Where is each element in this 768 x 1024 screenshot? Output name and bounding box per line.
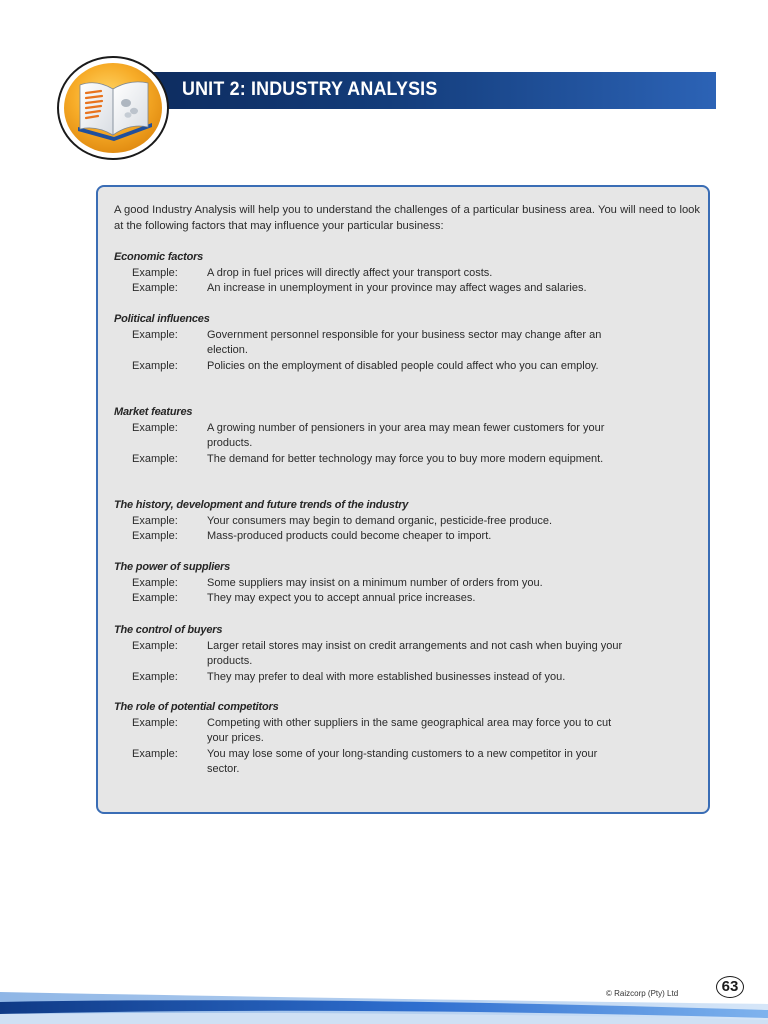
example-row bbox=[114, 591, 704, 607]
section-economic-factors bbox=[114, 250, 704, 297]
example-label: Example: bbox=[132, 747, 178, 760]
example-text: A drop in fuel prices will directly affect your transport costs. bbox=[207, 266, 493, 279]
example-label: Example: bbox=[132, 514, 178, 527]
example-row bbox=[114, 421, 704, 452]
example-label: Example: bbox=[132, 359, 178, 372]
example-text: Government personnel responsible for your business sector may change after an election. bbox=[207, 328, 602, 356]
example-text: Policies on the employment of disabled people could affect who you can employ. bbox=[207, 359, 599, 372]
example-row bbox=[114, 359, 704, 375]
section-political-influences bbox=[114, 312, 704, 374]
example-text: The demand for better technology may force you to buy more modern equipment. bbox=[207, 452, 604, 465]
example-label: Example: bbox=[132, 266, 178, 279]
example-row bbox=[114, 328, 704, 359]
section-control-of-buyers bbox=[114, 623, 704, 685]
example-label: Example: bbox=[132, 639, 178, 652]
page-title: UNIT 2: INDUSTRY ANALYSIS bbox=[182, 79, 438, 100]
example-text: Your consumers may begin to demand organic, pesticide-free produce. bbox=[207, 514, 553, 527]
open-book-icon bbox=[56, 55, 170, 161]
example-text: Larger retail stores may insist on credit arrangements and not cash when buying your products. bbox=[207, 639, 623, 667]
example-row bbox=[114, 266, 704, 282]
example-row bbox=[114, 452, 704, 468]
example-label: Example: bbox=[132, 670, 178, 683]
example-row bbox=[114, 639, 704, 670]
example-text: Some suppliers may insist on a minimum number of orders from you. bbox=[207, 576, 543, 589]
example-label: Example: bbox=[132, 421, 178, 434]
example-text: They may expect you to accept annual price increases. bbox=[207, 592, 476, 604]
example-label: Example: bbox=[132, 282, 178, 294]
example-row bbox=[114, 514, 704, 530]
header-banner bbox=[118, 72, 716, 109]
section-power-of-suppliers bbox=[114, 560, 704, 607]
example-label: Example: bbox=[132, 716, 178, 729]
example-row bbox=[114, 670, 704, 686]
section-title: The power of suppliers bbox=[114, 561, 231, 573]
example-label: Example: bbox=[132, 452, 178, 465]
section-title: Political influences bbox=[114, 313, 210, 325]
section-market-features bbox=[114, 405, 704, 467]
content-panel bbox=[96, 185, 710, 814]
example-label: Example: bbox=[132, 530, 178, 542]
example-label: Example: bbox=[132, 576, 178, 589]
example-row bbox=[114, 716, 704, 747]
example-row bbox=[114, 576, 704, 592]
section-title: The history, development and future trends of the industry bbox=[114, 499, 409, 511]
copyright-notice: © Raizcorp (Pty) Ltd bbox=[606, 989, 679, 998]
section-title: The role of potential competitors bbox=[114, 701, 279, 713]
example-text: They may prefer to deal with more established businesses instead of you. bbox=[207, 670, 566, 683]
section-title: The control of buyers bbox=[114, 624, 223, 636]
example-row bbox=[114, 281, 704, 297]
page-number: 63 bbox=[716, 976, 744, 998]
example-text: You may lose some of your long-standing customers to a new competitor in your sector. bbox=[207, 747, 598, 775]
section-potential-competitors bbox=[114, 700, 704, 778]
example-row bbox=[114, 529, 704, 545]
example-label: Example: bbox=[132, 328, 178, 341]
example-text: Mass-produced products could become cheaper to import. bbox=[207, 530, 492, 542]
section-title: Market features bbox=[114, 406, 193, 418]
intro-paragraph: A good Industry Analysis will help you to understand the challenges of a particular business area. You will need to look at the following factors that may influence your particular business: bbox=[114, 204, 700, 232]
example-text: Competing with other suppliers in the same geographical area may force you to cut your prices. bbox=[207, 716, 612, 744]
example-text: An increase in unemployment in your province may affect wages and salaries. bbox=[207, 282, 587, 294]
example-row bbox=[114, 747, 704, 778]
example-text: A growing number of pensioners in your area may mean fewer customers for your products. bbox=[207, 421, 605, 449]
section-history-trends bbox=[114, 498, 704, 545]
section-title: Economic factors bbox=[114, 251, 204, 263]
example-label: Example: bbox=[132, 592, 178, 604]
